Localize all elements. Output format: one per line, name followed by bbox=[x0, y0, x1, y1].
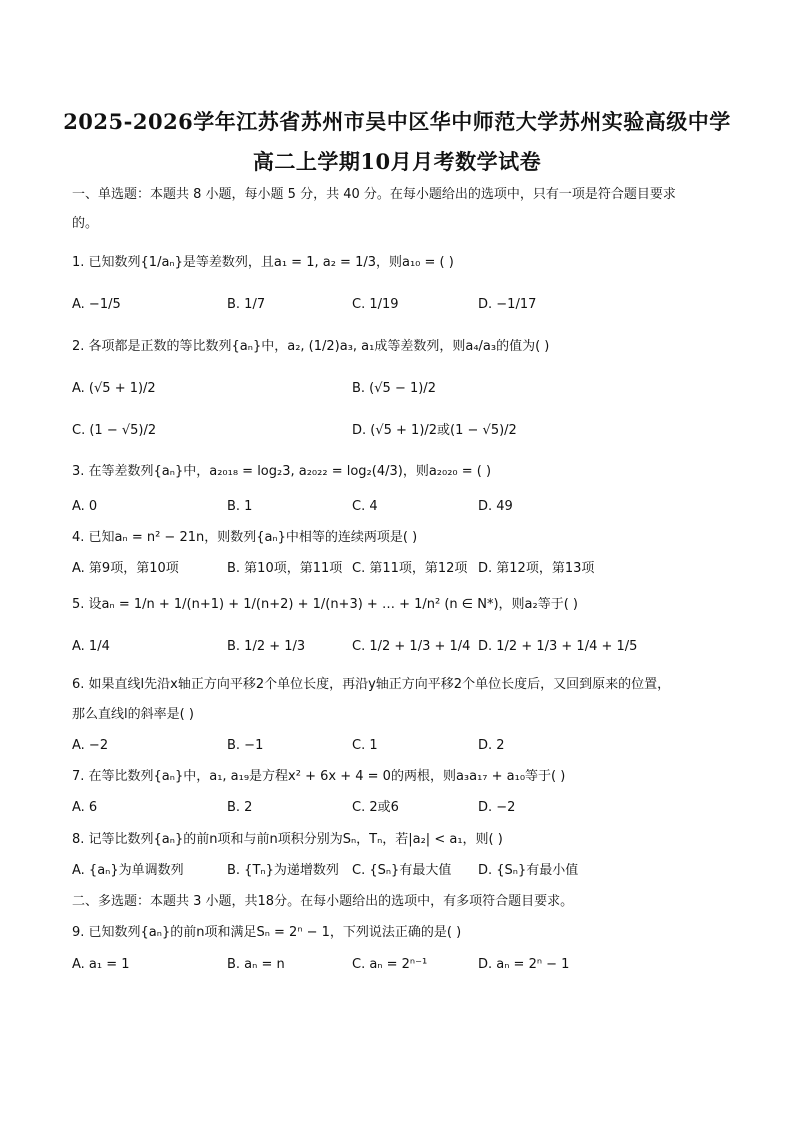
question-1-option-c: C. 1/19 bbox=[352, 297, 399, 312]
question-2-option-a: A. (√5 + 1)/2 bbox=[72, 381, 156, 396]
question-5-stem: 5. 设aₙ = 1/n + 1/(n+1) + 1/(n+2) + 1/(n+3) + … + 1/n² (n ∈ N*)，则a₂等于( ) bbox=[72, 597, 578, 612]
question-1-option-a: A. −1/5 bbox=[72, 297, 121, 312]
question-7-option-d: D. −2 bbox=[478, 800, 516, 815]
question-9-stem: 9. 已知数列{aₙ}的前n项和满足Sₙ = 2ⁿ − 1，下列说法正确的是( ) bbox=[72, 925, 462, 940]
question-7-option-c: C. 2或6 bbox=[352, 800, 399, 815]
question-7-option-a: A. 6 bbox=[72, 800, 98, 815]
question-8-option-c: C. {Sₙ}有最大值 bbox=[352, 863, 452, 878]
question-3-option-c: C. 4 bbox=[352, 499, 378, 514]
section1-instructions-cont: 的。 bbox=[72, 216, 99, 231]
question-4-option-a: A. 第9项，第10项 bbox=[72, 561, 179, 576]
question-3-option-b: B. 1 bbox=[227, 499, 253, 514]
question-2-option-b: B. (√5 − 1)/2 bbox=[352, 381, 436, 396]
question-4-option-d: D. 第12项，第13项 bbox=[478, 561, 595, 576]
question-2-stem: 2. 各项都是正数的等比数列{aₙ}中，a₂, (1/2)a₃, a₁成等差数列，则a₄/a₃的值为( ) bbox=[72, 339, 550, 354]
exam-title-line2: 高二上学期10月月考数学试卷 bbox=[252, 149, 542, 174]
question-3-option-a: A. 0 bbox=[72, 499, 98, 514]
question-5-option-c: C. 1/2 + 1/3 + 1/4 bbox=[352, 639, 471, 654]
question-5-option-b: B. 1/2 + 1/3 bbox=[227, 639, 306, 654]
question-4-option-c: C. 第11项，第12项 bbox=[352, 561, 468, 576]
question-7-option-b: B. 2 bbox=[227, 800, 253, 815]
question-4-stem: 4. 已知aₙ = n² − 21n，则数列{aₙ}中相等的连续两项是( ) bbox=[72, 530, 418, 545]
question-8-option-b: B. {Tₙ}为递增数列 bbox=[227, 863, 339, 878]
question-3-stem: 3. 在等差数列{aₙ}中，a₂₀₁₈ = log₂3, a₂₀₂₂ = log₂(4/3)，则a₂₀₂₀ = ( ) bbox=[72, 464, 492, 479]
question-1-option-d: D. −1/17 bbox=[478, 297, 537, 312]
question-6-option-d: D. 2 bbox=[478, 738, 505, 753]
question-5-option-a: A. 1/4 bbox=[72, 639, 110, 654]
question-4-option-b: B. 第10项，第11项 bbox=[227, 561, 343, 576]
question-1-option-b: B. 1/7 bbox=[227, 297, 266, 312]
question-8-stem: 8. 记等比数列{aₙ}的前n项和与前n项积分别为Sₙ，Tₙ，若|a₂| < a₁，则( ) bbox=[72, 832, 503, 847]
question-2-option-c: C. (1 − √5)/2 bbox=[72, 423, 157, 438]
question-8-option-a: A. {aₙ}为单调数列 bbox=[72, 863, 184, 878]
question-6-option-c: C. 1 bbox=[352, 738, 378, 753]
question-9-option-c: C. aₙ = 2ⁿ⁻¹ bbox=[352, 957, 428, 972]
question-6-option-b: B. −1 bbox=[227, 738, 264, 753]
question-6-option-a: A. −2 bbox=[72, 738, 109, 753]
question-1-stem: 1. 已知数列{1/aₙ}是等差数列，且a₁ = 1, a₂ = 1/3，则a₁₀ = ( ) bbox=[72, 255, 454, 270]
question-3-option-d: D. 49 bbox=[478, 499, 513, 514]
question-9-option-d: D. aₙ = 2ⁿ − 1 bbox=[478, 957, 570, 972]
section1-instructions: 一、单选题：本题共 8 小题，每小题 5 分，共 40 分。在每小题给出的选项中，只有一项是符合题目要求 bbox=[72, 187, 676, 202]
question-6-stem-cont: 那么直线l的斜率是( ) bbox=[72, 707, 194, 722]
question-2-option-d: D. (√5 + 1)/2或(1 − √5)/2 bbox=[352, 423, 517, 438]
exam-title-line1: 2025-2026学年江苏省苏州市吴中区华中师范大学苏州实验高级中学 bbox=[63, 109, 731, 134]
question-7-stem: 7. 在等比数列{aₙ}中，a₁, a₁₉是方程x² + 6x + 4 = 0的两根，则a₃a₁₇ + a₁₀等于( ) bbox=[72, 769, 566, 784]
question-6-stem: 6. 如果直线l先沿x轴正方向平移2个单位长度，再沿y轴正方向平移2个单位长度后，又回到原来的位置， bbox=[72, 677, 671, 692]
question-8-option-d: D. {Sₙ}有最小值 bbox=[478, 863, 579, 878]
section2-instructions: 二、多选题：本题共 3 小题，共18分。在每小题给出的选项中，有多项符合题目要求。 bbox=[72, 894, 574, 909]
question-5-option-d: D. 1/2 + 1/3 + 1/4 + 1/5 bbox=[478, 639, 638, 654]
question-9-option-a: A. a₁ = 1 bbox=[72, 957, 130, 972]
question-9-option-b: B. aₙ = n bbox=[227, 957, 285, 972]
